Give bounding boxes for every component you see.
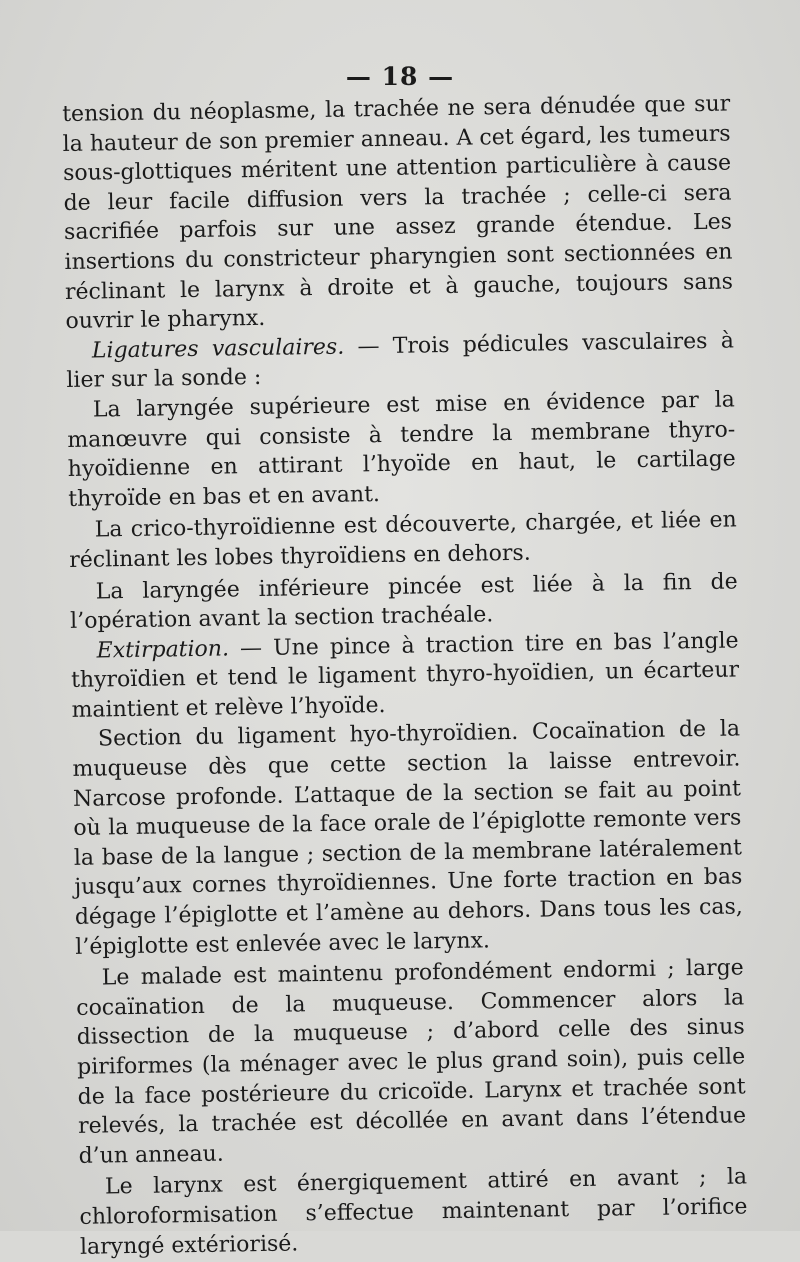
paragraph-8 (76, 954, 747, 1172)
paragraph-9-text: Le larynx est énergiquement attiré en avant ; la chloroformisation s’effectue maintenant par l’orifice laryngé extériorisé. (79, 1164, 748, 1260)
paragraph-2-heading: Ligatures vasculaires. (91, 334, 345, 364)
paragraph-1 (62, 90, 734, 337)
paragraph-6-heading: Extirpation. (96, 636, 230, 664)
paragraph-4 (69, 506, 738, 576)
paragraph-6 (70, 626, 739, 725)
paragraph-5-text: La laryngée inférieure pincée est liée à la fin de l’opération avant la section trachéale. (69, 568, 738, 635)
paragraph-7-text: Section du ligament hyo-thyroïdien. Cocaïnation de la muqueuse dès que cette section la laisse entrevoir. Narcose profonde. L’attaque de la section se fait au point où la muqueuse de la face orale de l’épiglotte remonte vers la base de la langue ; section de la membrane latéralement jusqu’aux cornes thyroïdiennes. Une forte traction en bas dégage l’épiglotte et l’amène au dehors. Dans tous les cas, l’épiglotte est enlevée avec le larynx. (72, 716, 743, 960)
paragraph-8-text: Le malade est maintenu profondément endormi ; large cocaïnation de la muqueuse. Commencer alors la dissection de la muqueuse ; d’abord celle des sinus piriformes (la ménager avec le plus grand soin), puis celle de la face postérieure du cricoïde. Larynx et trachée sont relevés, la trachée est décollée en avant dans l’étendue d’un anneau. (76, 955, 747, 1169)
paragraph-5 (70, 567, 739, 637)
paragraph-3 (67, 385, 737, 514)
paragraph-6-text: — Une pince à traction tire en bas l’angle thyroïdien et tend le ligament thyro-hyoïdien, un écarteur maintient et relève l’hyoïde. (70, 628, 740, 723)
paragraph-1-text: tension du néoplasme, la trachée ne sera dénudée que sur la hauteur de son premier anneau. A cet égard, les tumeurs sous-glottiques méritent une attention particulière à cause de leur facile diffusion vers la trachée ; celle-ci sera sacrifiée parfois sur une assez grande étendue. Les insertions du constricteur pharyngien sont sectionnées en réclinant le larynx à droite et à gauche, toujours sans ouvrir le pharynx. (62, 91, 734, 335)
paragraph-7 (72, 715, 744, 962)
page-number: — 18 — (345, 62, 455, 91)
paragraph-4-text: La crico-thyroïdienne est découverte, chargée, et liée en réclinant les lobes thyroïdiens en dehors. (69, 507, 737, 573)
paragraph-2 (66, 326, 735, 396)
paragraph-2-text: — Trois pédicules vasculaires à lier sur la sonde : (66, 328, 735, 394)
paragraph-9 (79, 1163, 748, 1262)
paragraph-3-text: La laryngée supérieure est mise en évidence par la manœuvre qui consiste à tendre la membrane thyro-hyoïdienne en attirant l’hyoïde en haut, le cartilage thyroïde en bas et en avant. (67, 387, 736, 512)
body-text (62, 90, 748, 1262)
